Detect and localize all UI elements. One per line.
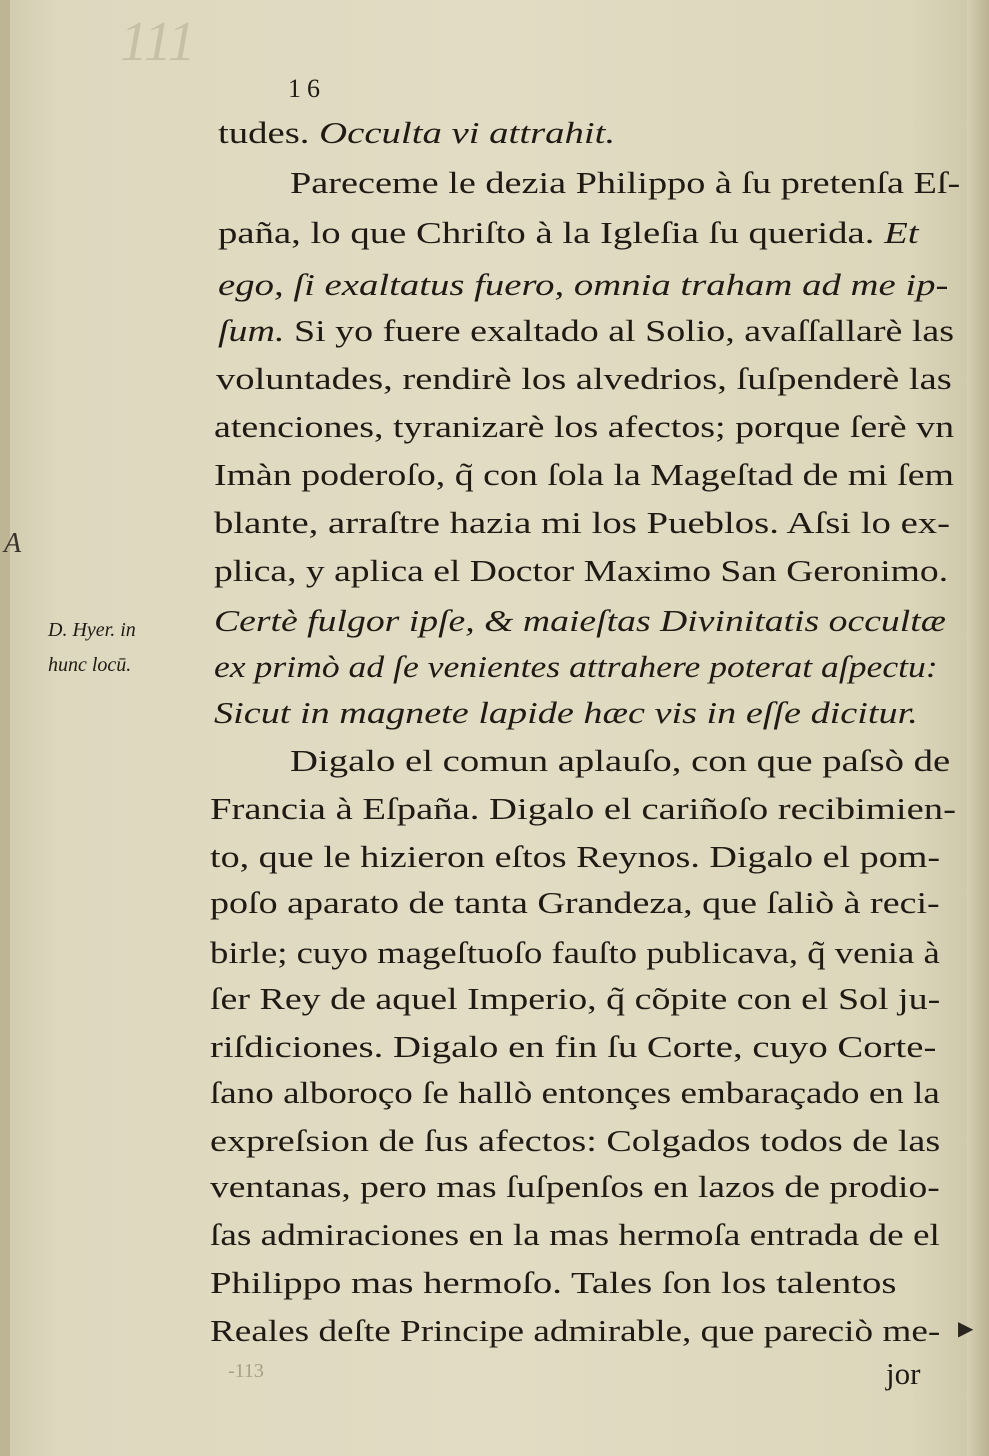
text-line: Francia à Eſpaña. Digalo el cariñoſo recibimien- (210, 791, 956, 826)
text-line: paña, lo que Chriſto à la Igleſia ſu querida. Et (218, 215, 919, 250)
text-line: Certè fulgor ipſe, & maieſtas Divinitatis occultæ (214, 603, 946, 638)
text-line: Pareceme le dezia Philippo à ſu pretenſa Eſ- (290, 165, 961, 200)
text-line: ſer Rey de aquel Imperio, q̃ cõpite con el Sol ju- (210, 981, 941, 1016)
text-line: ſano alboroço ſe hallò entonçes embaraçado en la (210, 1075, 940, 1110)
text-line: to, que le hizieron eſtos Reynos. Digalo el pom- (210, 839, 941, 874)
faint-mark: -113 (228, 1360, 264, 1382)
arrow-marker-icon: ▶ (958, 1318, 974, 1340)
bleed-through-number: 111 (120, 11, 196, 73)
text-line: voluntades, rendirè los alvedrios, ſuſpenderè las (216, 361, 952, 396)
margin-note-line-1: D. Hyer. in (48, 619, 136, 641)
text-line: Sicut in magnete lapide hæc vis in eſſe dicitur. (214, 695, 918, 730)
text-line: birle; cuyo mageſtuoſo fauſto publicava, q̃ venia à (210, 935, 940, 970)
text-line: Digalo el comun aplauſo, con que paſsò de (290, 743, 951, 778)
catchword: jor (886, 1356, 921, 1391)
text-line: ſum. Si yo fuere exaltado al Solio, avaſſallarè las (218, 313, 955, 348)
text-line: blante, arraſtre hazia mi los Pueblos. Aſsi lo ex- (214, 505, 951, 540)
margin-note-line-2: hunc locū. (48, 654, 132, 676)
text-line: tudes. Occulta vi attrahit. (218, 115, 616, 150)
text-line: Imàn poderoſo, q̃ con ſola la Mageſtad de mi ſem (214, 457, 954, 492)
text-line: ſas admiraciones en la mas hermoſa entrada de el (210, 1217, 940, 1252)
text-line: atenciones, tyranizarè los afectos; porque ſerè vn (214, 409, 955, 444)
text-line: Philippo mas hermoſo. Tales ſon los talentos (210, 1265, 897, 1300)
text-line: ventanas, pero mas ſuſpenſos en lazos de prodio- (210, 1169, 940, 1204)
margin-mark: A (4, 528, 22, 559)
text-line: ex primò ad ſe venientes attrahere poterat aſpectu: (214, 649, 938, 684)
text-line: poſo aparato de tanta Grandeza, que ſaliò à reci- (210, 885, 940, 920)
text-line: riſdiciones. Digalo en fin ſu Corte, cuyo Corte- (210, 1029, 937, 1064)
text-line: ego, ſi exaltatus fuero, omnia traham ad me ip- (218, 267, 949, 302)
text-line: Reales deſte Principe admirable, que pareciò me- (210, 1313, 941, 1348)
text-line: expreſsion de ſus afectos: Colgados todos de las (210, 1123, 941, 1158)
text-line: plica, y aplica el Doctor Maximo San Geronimo. (214, 553, 949, 588)
page-number: 16 (288, 74, 326, 103)
page-gutter-left (0, 0, 10, 1456)
page-edge-right (967, 0, 989, 1456)
